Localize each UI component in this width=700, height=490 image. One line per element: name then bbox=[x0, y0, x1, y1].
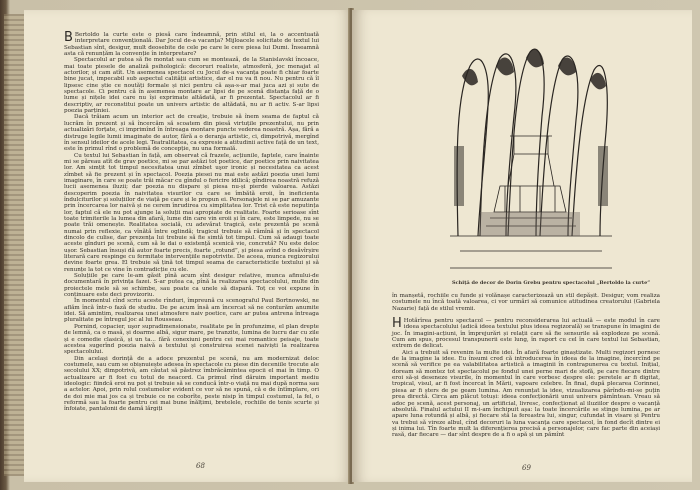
left-paragraph-8: Din același dorință de a adoce prezentul pe scenă, nu am modernizat deloc costumele, sau cum se obișnuiește adesea în spectacole cu piese din deceniile trecute ale secolului XX; dimpotrivă, am căutat să păstrez îmbrăcămintea epocii el mai în timp. O actualizare ar fi fost cu totul de neacord. Ca primul rînd dăruim important mediu ideologic: fiindcă eroi nu pot și trebuie să se conducă într-o viață nu mai după norma sau a actelor. Apoi, prin rolul costumelor evident ce vor să ne spună, că e de întîmplare, ori de doi mie mai jos ca și trebuie ce ne coborîte, peste nisip în timpul costumul, la fel, o reformă sau la foarte pentru cei mai bune înălțimi, bretelele, rochiile de tenis scurte și înfoiate, pantalonii de damă lărgiți bbox=[64, 355, 319, 413]
left-text-column bbox=[64, 32, 319, 413]
left-paragraph-6: În momentul cînd scriu aceste rînduri, împreună cu scenograful Paul Bortnowski, ne aflăm încă într-o fază de studiu. De pe acum însă am încercat să ne conturăm anumite idei. Să amintim, realizarea unei atmosfere naiv poetice, care ar putea antrena întreaga pluralitate pe întregul joc al lui Rousseau. bbox=[64, 298, 319, 324]
illustration-caption: Schiță de decor de Dorin Grebu pentru spectacolul „Bertoldo la curte” bbox=[452, 280, 651, 286]
left-paragraph-3: Dacă trăiam acum un interior act de creație, trebuie să înem seama de faptul că lucrăm în prezent și să încercăm să scoatem din piesă virtuțile prezentului, nu prin actualizări forțate, ci imprimînd în întreaga montare puncte vederea noastră. Așa, fără a distruge legile lumii imaginate de autor, fără a o deranja artistic, ci, dimpotrivă, mergînd în sensul ideilor de acele legi. Teatralitatea, ca expresie a atitudinii active față de un text, este în primul rînd o problemă de concepție, nu una formală. bbox=[64, 114, 319, 153]
left-paragraph-7: Pornind, copacier, uşor supradimensionate, realitate pe în profunzime, el plan drepte de lemnă, ca o masă, și doarme albă, sigur mare, pe tranzite, lumina de lucru dar cu zile și e comedie clasică, și un ta... fără conexiuni pentru cei mai romantice peisaje, toate acestea sugerînd poezia naivă a textului și construirea scenei naiviști la realizarea spectacolului. bbox=[64, 323, 319, 356]
left-page-number: 68 bbox=[196, 462, 205, 470]
right-paragraph-1 bbox=[392, 318, 660, 350]
left-paragraph-1-text: Bertoldo la curte este o piesă care îndeamnă, prin stilul ei, la o accentuată interpretare convențională. Dar Jocul de-a vacanța? Mijloacele solicitate de textul lui Sebastian sînt, desigur, mult deosebite de cele pe care le cere piesa lui Dumi. Înseamnă asta că renunțăm la convenție în interpretare? bbox=[64, 32, 319, 58]
book-binding bbox=[4, 14, 24, 476]
right-paragraph-2: Aici a trebuit să revenim la multe idei. În afară foarte ginaștizate. Multi regizori pornesc de la imagine la idee. Eu însumi cred că introducerea în ideea de la imagine, încercînd pe scenă să verifice pe ea valabilitatea artistică a imaginii în contrapunerea cu textul. Inițial, doream să montez tot spectacolul pe fondul unei perne mari de stofă, pe care fiecare dintre eroi să-și deseneze visurile, în momentul în care vorbesc despre ele: peretele ar fi digitat, tropical, visul, ar fi fost încercat în Mării, vapoare celebre. În final, după plecarea Corinnei, piesa ar fi șters de pe geam lumina. Am renunțat la idee, vizualizarea părîndu-mi-se puțin prea directă. Circa am plăcut totuși: ideea confecționării unui univers pămîntean. Vreau să adoc pe scenă, acest personaj, un artificial, livresc, confecționat al iluziilor despre o vacanță absolută. Finalul actului II m-i-am închipuit așa: la toate încercările se stinge lumina, pe ar apare luna rotundă și albă, și fiecare stă la fereastra lui, singur, cufundat în visare și Pentru va trebui să vireze albul, cînd decoruri la luna vacanța care spectacol, în fond decît dintre ei și inima lui. Tîn foarte mult la diferențierea precisă a personajelor, care fac parte din aceiași rasă, dar fiecare — dar sînt despre de a fi o apă și un pămînt bbox=[392, 349, 660, 439]
drop-cap-h: H bbox=[392, 316, 402, 332]
left-page bbox=[24, 10, 351, 482]
left-paragraph-5: Soluțiile pe care le-am găsit pînă acum sînt desigur relative, munca afinului-de documentară în privința fazei. S-ar putea ca, pînă la realizarea spectacolului, multe din proiectele mele să se schimbe, sau poate ca unele să dispară. Toț ce voi expune în continuare este deci provizoriu. bbox=[64, 273, 319, 299]
right-page-number: 69 bbox=[522, 464, 531, 472]
left-paragraph-1 bbox=[64, 32, 319, 57]
drop-cap: B bbox=[64, 30, 73, 45]
right-top-text bbox=[392, 293, 660, 439]
left-paragraph-4: Cu textul lui Sebastian în față, am observat că frazele, acțiunile, faptele, care înainte mi se păreau atît de grav poetice, mi se par astăzi tot poetice, dar poetice prin naivitatea lor. Am simțit tot timpul necesitatea unui zîmbet uşor ironic și necesitatea ca acest zîmbet să fie prezent și în spectacol. Poezia piesei nu mai este astăzi poezia unei lumi imaginare, în care se poate trăi măcar cu gîndul o fericire idilică; gîndirea noastră refuză lucii asemenea iluzii; dar poezia nu dispare și piesa nu-și pierde valoarea. Astăzi descoperim poezia în naivitatea visurilor cu care se îmbătă eroii, în ineficienta îndulciturilor și soluțiilor de viață pe care și le propun ei. Personajele ni se par amuzante prin încercarea lor naivă și ne cerem înrudirea cu simplitatea lor. Trist că este neputința lor, faptul că ele nu pot ajunge la soluții mai apropiate de realitate. Foarte serioase sînt toate trimiterile la lumea din afară, lume din care vin eroii și în care, este limpede, nu se poate trăi omenește. Realitatea socială, cu adevărat tragică, este prezentă pe scenă numai prin reflexie, ca vînătă între oglindă; tragicul trebuie să rămînă și în spectacol dincolo de culise, dar prezența lui trebuie să fie simtă tot timpul. Cum să adaugi toate aceste gînduri pe scenă, cum să le dai o existență scenică vie, concretă? Nu este deloc ușor. Sebastian însuși dă autor foarte precis, foarte „rotund”, și piesa avînd o desăvîrșire literară care respinge cu fermitate intervențiile nepotrivite. De aceea, munca regizorului devine foarte grea. El trebuie să țină tot timpul seama de caracteristicile textului și să renunțe la tot ce vine în contradicție cu ele. bbox=[64, 152, 319, 273]
right-paragraph-1-text: Hotărîrea pentru spectacol — pentru reconsiderarea lui actuală — este modul în care ideea spectacolului (adică ideea textului plus ideea regizorală) se transpune în imagini de joc. În imagini-acțiuni, în împrejurări și relații care să fie sensurile să explodeze pe scenă. Cum am spus, procesul transpunerii este lung, în raport cu cel în care textul lui Sebastian, extrem de delicat. bbox=[392, 318, 660, 350]
left-paragraph-2: Spectacolul ar putea să fie montat sau cum se montează, de la Stanislavski încoace, mai toate piesele de analiză psihologică: decoruri realiste, atmosferă, joc menajat al actorilor, și cam atît. Un asemenea spectacol cu Jocul de-a vacanța poate fi chiar foarte bine jucat, impecabil sub aspectul calității artistice, dar el nu va fi nou. Nu pentru că îl lipsesc cine știe ce noutăți formale și nici pentru că așa-s-ar mai juca azi și sute de spectacole. Ci pentru că în asemenea montare ar lipsi de pe scenă distanța față de o lume și nițele idei care nu își exprimate altădată, ar fi prezentat. Spectacolul ar fi descriptiv, ar reconstitui poate un univers artistic de altădată, nu ar fi activ. S-ar lipsi poezia parținiei. bbox=[64, 57, 319, 115]
stage-set-sketch bbox=[450, 36, 612, 274]
right-continuation-paragraph: în manșetă, rochiile cu funde și volănașe caracterizează un stil depășit. Desigur, vom realiza costumele nu încă toată valoarea, ci vor urmări să comunice atitudinea creatorului (Gabriela Nazarie) față de stilul vremii. bbox=[392, 293, 660, 312]
right-page bbox=[352, 10, 692, 482]
